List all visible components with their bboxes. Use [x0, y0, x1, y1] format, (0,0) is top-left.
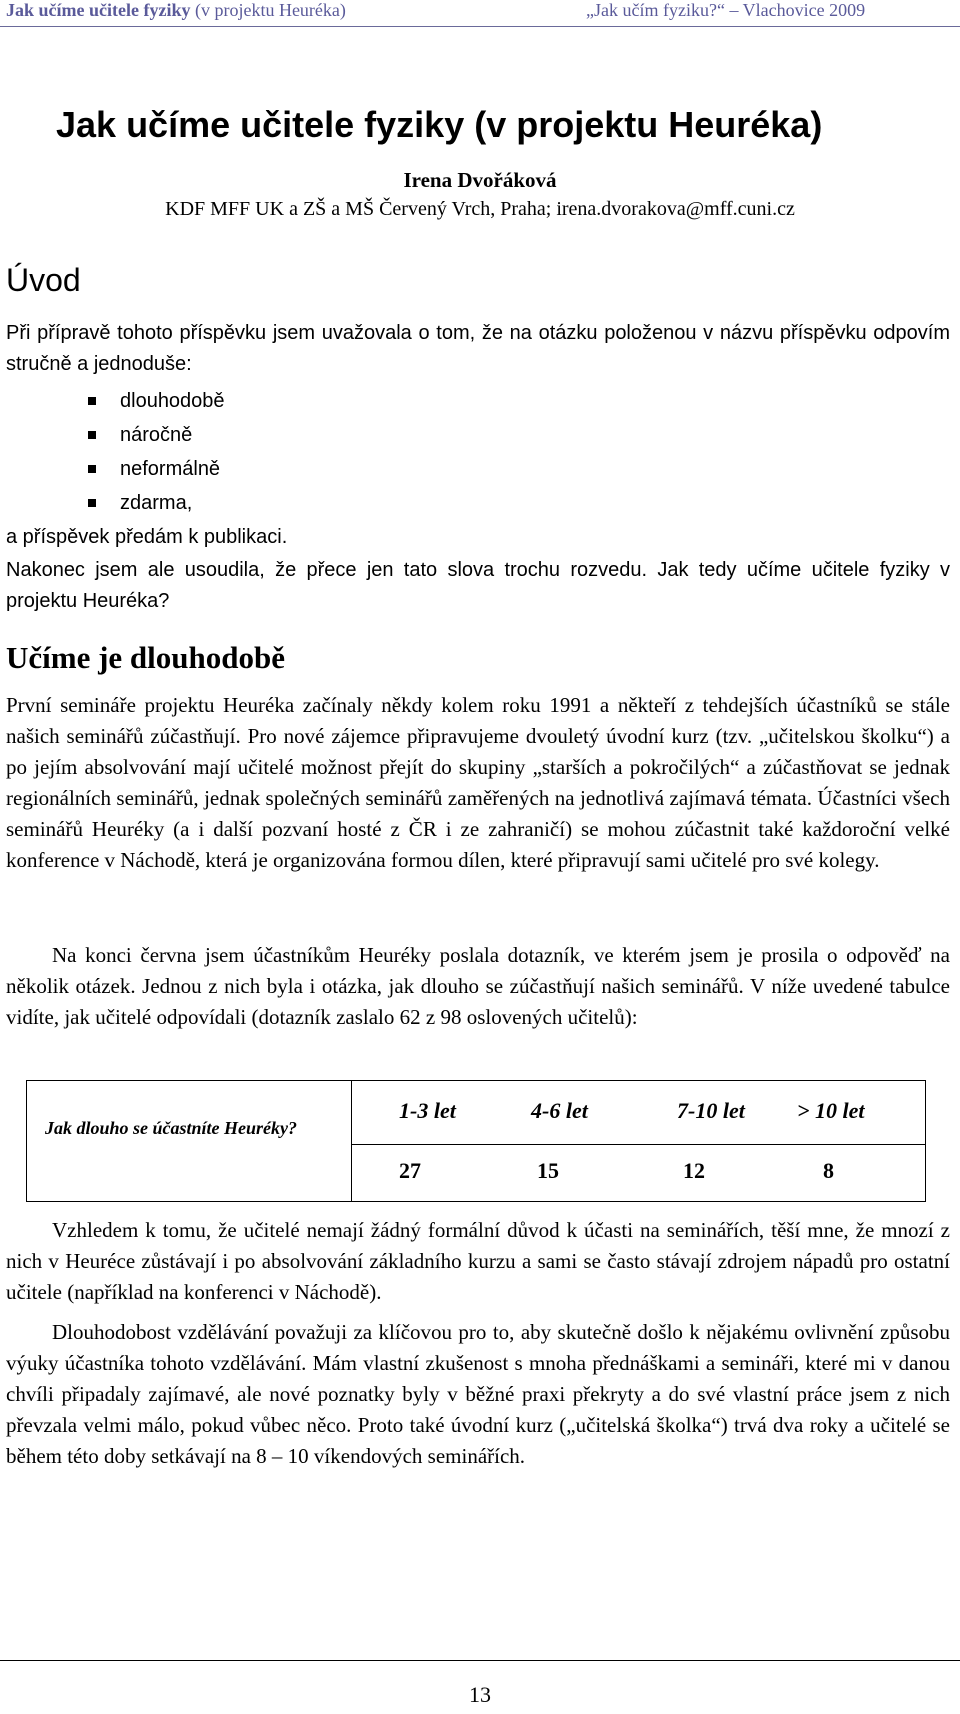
table-value-cell: 12 [683, 1158, 705, 1183]
square-bullet-icon [88, 431, 96, 439]
running-head-left-rest: (v projektu Heuréka) [190, 0, 346, 20]
bullet-item [88, 418, 225, 452]
survey-table [26, 1080, 926, 1202]
author-affiliation: KDF MFF UK a ZŠ a MŠ Červený Vrch, Praha; irena.dvorakova@mff.cuni.cz [165, 198, 795, 220]
bullet-text: dlouhodobě [120, 390, 225, 412]
answer-bullet-list [88, 384, 225, 520]
header-rule [0, 26, 960, 27]
conclusion-paragraph: Nakonec jsem ale usoudila, že přece jen tato slova trochu rozvedu. Jak tedy učíme učitele fyziky v projektu Heuréka? [6, 559, 950, 612]
body-paragraph-1: První semináře projektu Heuréka začínaly někdy kolem roku 1991 a někteří z tehdejších účastníků se stále našich seminářů zúčastňují. Pro nové zájemce připravujeme dvouletý úvodní kurz (tzv. „učitelskou školku“) a po jejím absolvování mají učitelé možnost přejít do skupiny „starších a pokročilých“ a zúčastňovat se jednak regionálních seminářů, jednak společných seminářů zaměřených na jednotlivá zajímavá témata. Účastníci všech seminářů Heuréky (a i další pozvaní hosté z ČR i ze zahraničí) se mohou zúčastnit také každoroční velké konference v Náchodě, která je organizována formou dílen, které připravují sami učitelé pro své kolegy. [6, 693, 950, 872]
square-bullet-icon [88, 499, 96, 507]
running-head-left-bold: Jak učíme učitele fyziky [6, 0, 191, 20]
survey-question: Jak dlouho se účastníte Heuréky? [45, 1118, 298, 1138]
body-paragraph-3: Vzhledem k tomu, že učitelé nemají žádný formální důvod k účasti na seminářích, těší mne, že mnozí z nich v Heuréce zůstávají i po absolvování základního kurzu a sami se často stávají zdrojem nápadů pro ostatní učitele (například na konferenci v Náchodě). [6, 1218, 950, 1304]
author-name: Irena Dvořáková [403, 168, 557, 192]
table-divider-vertical [351, 1081, 352, 1201]
body-paragraph-2: Na konci června jsem účastníkům Heuréky poslala dotazník, ve kterém jsem je prosila o odpověď na několik otázek. Jednou z nich byla i otázka, jak dlouho se zúčastňují našich seminářů. V níže uvedené tabulce vidíte, jak učitelé odpovídali (dotazník zaslalo 62 z 98 oslovených učitelů): [6, 943, 950, 1029]
square-bullet-icon [88, 397, 96, 405]
bullet-item [88, 452, 225, 486]
table-header-cell: 4-6 let [531, 1098, 588, 1123]
footer-rule [0, 1660, 960, 1661]
body-paragraph-4: Dlouhodobost vzdělávání považuji za klíčovou pro to, aby skutečně došlo k nějakému ovlivnění způsobu výuky účastníka tohoto vzdělávání. Mám vlastní zkušenost s mnoha přednáškami a semináři, které mi v danou chvíli připadaly zajímavé, ale nové poznatky byly v běžné praxi překryty a do své vlastní práce jsem z nich převzala velmi málo, pokud vůbec něco. Proto také úvodní kurz („učitelská školka“) trvá dva roky a učitelé se během této doby setkávají na 8 – 10 víkendových seminářích. [6, 1320, 950, 1468]
table-header-cell: 7-10 let [677, 1098, 745, 1123]
square-bullet-icon [88, 465, 96, 473]
running-head-right: „Jak učím fyziku?“ – Vlachovice 2009 [586, 0, 866, 20]
running-head [0, 0, 960, 24]
paper-title: Jak učíme učitele fyziky (v projektu Heuréka) [56, 104, 823, 145]
table-value-cell: 27 [399, 1158, 421, 1183]
after-bullets-line: a příspěvek předám k publikaci. [6, 526, 288, 548]
table-divider-horizontal [351, 1144, 925, 1145]
intro-paragraph: Při přípravě tohoto příspěvku jsem uvažovala o tom, že na otázku položenou v názvu příspěvku odpovím stručně a jednoduše: [6, 322, 950, 375]
bullet-text: náročně [120, 424, 193, 446]
page-number: 13 [469, 1682, 491, 1707]
table-header-cell: > 10 let [797, 1098, 865, 1123]
bullet-item [88, 486, 225, 520]
running-head-left [6, 0, 346, 21]
bullet-text: neformálně [120, 458, 221, 480]
section-heading-uvod: Úvod [6, 262, 81, 298]
bullet-item [88, 384, 225, 418]
section-heading-ucime: Učíme je dlouhodobě [6, 640, 285, 675]
table-value-cell: 15 [537, 1158, 559, 1183]
table-value-cell: 8 [823, 1158, 834, 1183]
table-header-cell: 1-3 let [399, 1098, 456, 1123]
bullet-text: zdarma, [120, 492, 193, 514]
